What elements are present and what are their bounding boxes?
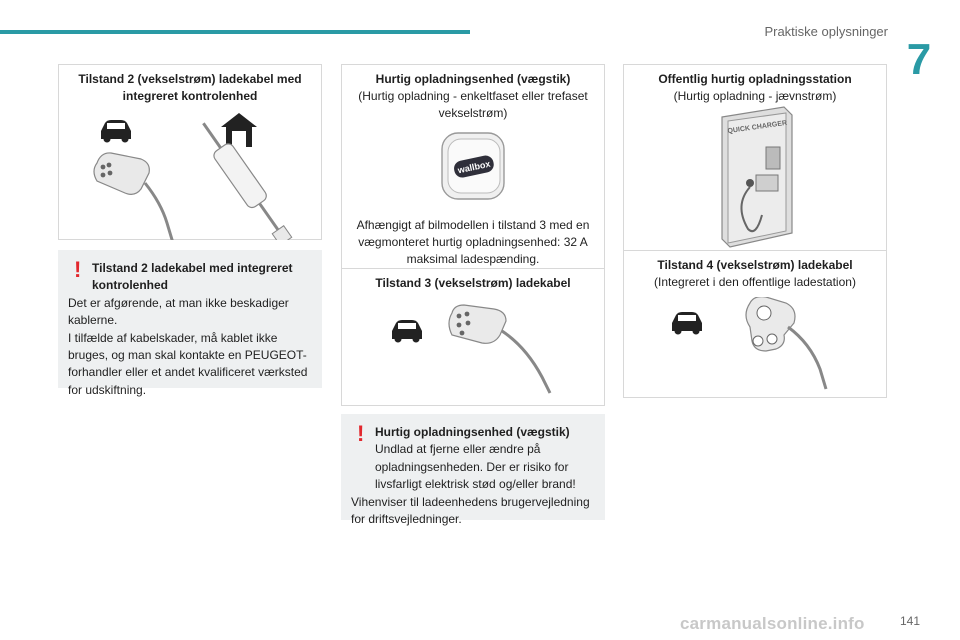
mode4-cable-subtitle: (Integreret i den offentlige ladestation): [654, 274, 856, 289]
public-station-cell: [624, 65, 886, 251]
wallbox-subtitle: (Hurtig opladning - enkeltfaset eller trefaset vekselstrøm): [358, 88, 588, 120]
type2-plug-icon: [94, 153, 173, 240]
wallbox-warning-line2: Vihenviser til ladeenhedens brugervejledning for driftsvejledninger.: [351, 494, 590, 526]
mode4-cable-cell: [624, 251, 886, 397]
wallbox-title: Hurtig opladningsenhed (vægstik): [375, 72, 571, 86]
wallbox-note: Afhængigt af bilmodellen i tilstand 3 med en vægmonteret hurtig opladningsenhed: 32 A maksimal ladespænding.: [356, 218, 590, 266]
wallbox-illustration: [342, 127, 604, 205]
mode4-cable-title: Tilstand 4 (vekselstrøm) ladekabel: [657, 258, 853, 272]
mode2-warning-line2: I tilfælde af kabelskader, må kablet ikke bruges, og man skal kontakte en PEUGEOT-forhandler eller et andet kvalificeret værksted for udskiftning.: [68, 330, 308, 397]
car-icon: [672, 312, 702, 335]
mode3-cable-cell: [342, 269, 604, 405]
mode2-cable-box: [58, 64, 322, 240]
type2-plug-icon: [449, 305, 550, 393]
ccs-plug-icon: [746, 297, 826, 389]
mode3-cable-title: Tilstand 3 (vekselstrøm) ladekabel: [375, 276, 571, 290]
wallbox-warning-title: Hurtig opladningsenhed (vægstik): [375, 425, 570, 439]
warning-icon: !: [74, 257, 82, 282]
wallbox-logo-text: wallbox: [456, 158, 492, 176]
mode2-cable-caption-text: Tilstand 2 (vekselstrøm) ladekabel med integreret kontrolenhed: [78, 72, 302, 103]
public-station-title: Offentlig hurtig opladningsstation: [658, 72, 852, 86]
chapter-number: 7: [906, 35, 932, 84]
public-station-box: [623, 64, 887, 398]
section-title: Praktiske oplysninger: [764, 24, 888, 39]
page-number: 141: [900, 614, 921, 628]
mode2-warning-line1: Det er afgørende, at man ikke beskadiger kablerne.: [68, 295, 289, 328]
charging-station-illustration: [624, 105, 886, 251]
mode2-cable-caption: [59, 65, 321, 105]
wallbox-warning-panel: [341, 414, 605, 526]
public-station-subtitle: (Hurtig opladning - jævnstrøm): [673, 88, 837, 103]
wallbox-cell: [342, 65, 604, 269]
car-icon: [101, 120, 131, 143]
mode2-warning-title: Tilstand 2 ladekabel med integreret kontrolenhed: [92, 261, 293, 293]
mode2-warning-panel: [58, 250, 322, 397]
watermark: carmanualsonline.info: [680, 614, 865, 633]
house-icon: [221, 113, 257, 147]
car-icon: [392, 320, 422, 343]
header-accent-bar: [0, 30, 470, 34]
wallbox-and-mode3-box: [341, 64, 605, 406]
mode4-cable-illustration: [624, 297, 886, 399]
warning-icon: !: [357, 421, 365, 446]
mode3-cable-illustration: [342, 299, 604, 399]
station-label: QUICK CHARGER: [727, 119, 788, 136]
wallbox-warning-line1: Undlad at fjerne eller ændre på opladningsenheden. Der er risiko for livsfarligt elektrisk stød og/eller brand!: [375, 442, 576, 492]
mode2-cable-illustration: [59, 105, 321, 240]
